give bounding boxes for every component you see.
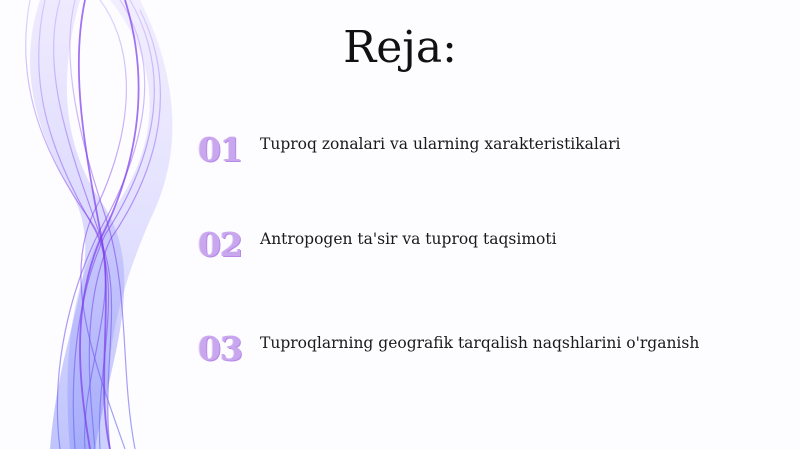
agenda-item xyxy=(198,329,758,369)
agenda-item-text: Tuproqlarning geografik tarqalish naqshlarini o'rganish xyxy=(260,334,700,352)
purple-smoke-wave-decoration xyxy=(0,0,200,449)
agenda-item-number: 02 xyxy=(198,225,242,264)
agenda-item-number: 01 xyxy=(198,130,242,169)
agenda-item-text: Tuproq zonalari va ularning xarakteristikalari xyxy=(260,135,621,153)
slide-title: Reja: xyxy=(343,22,457,73)
agenda-item-text: Antropogen ta'sir va tuproq taqsimoti xyxy=(260,230,557,248)
agenda-item-number: 03 xyxy=(198,329,242,368)
agenda-item xyxy=(198,130,758,170)
agenda-item xyxy=(198,225,758,265)
